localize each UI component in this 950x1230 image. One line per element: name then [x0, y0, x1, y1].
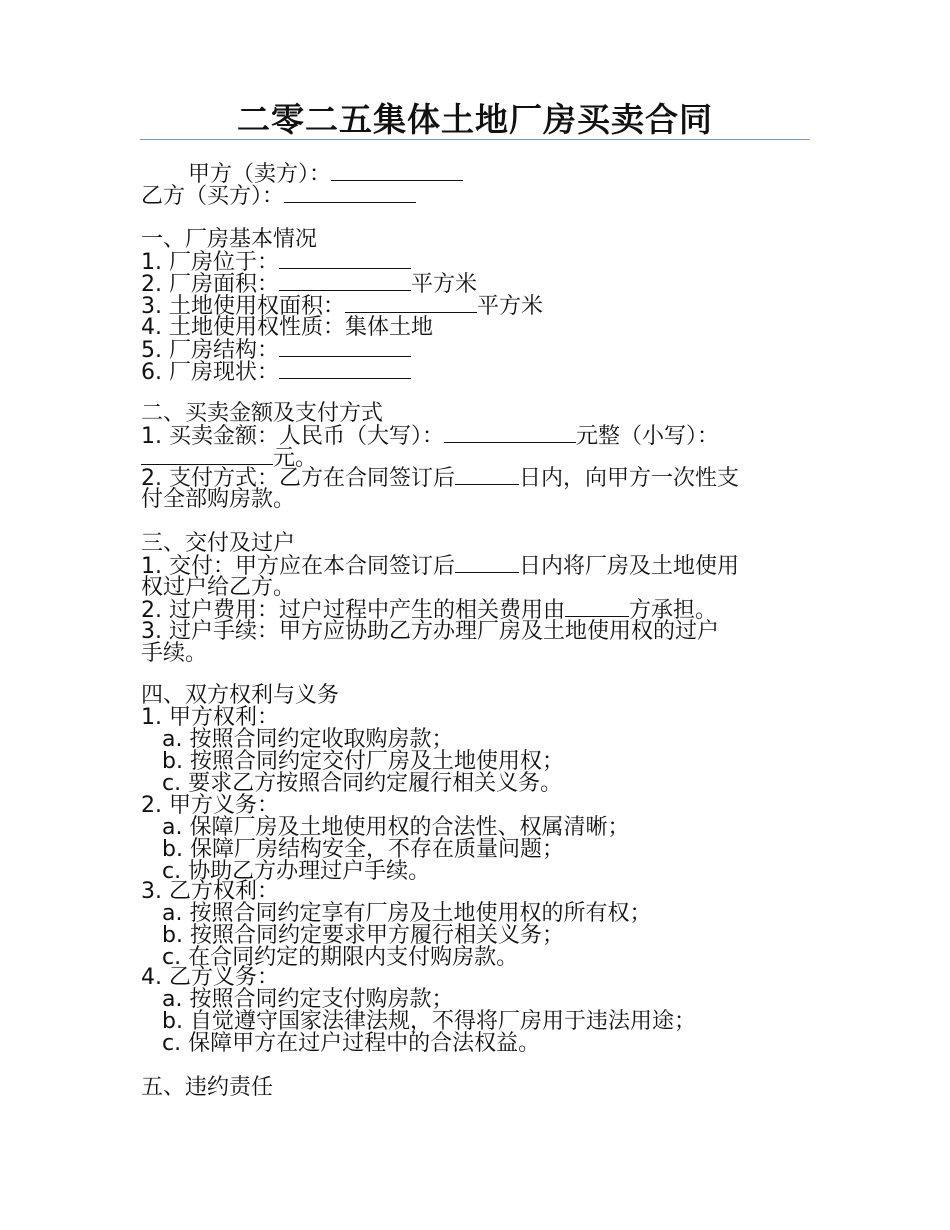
s1-item-3-label: 3. 土地使用权面积：: [141, 294, 345, 319]
s2-item-2-cont: 付全部购房款。: [141, 487, 296, 512]
s4-g1-item-c: c. 要求乙方按照合同约定履行相关义务。: [162, 771, 563, 796]
s3-item-1-mid: 日内将厂房及土地使用: [518, 554, 739, 579]
s4-group-1: 1. 甲方权利：: [141, 705, 279, 730]
structure-blank: [279, 338, 411, 357]
s4-g2-item-c: c. 协助乙方办理过户手续。: [162, 859, 431, 884]
s2-item-1-end: 元。: [273, 446, 318, 471]
section-1-heading: 一、厂房基本情况: [141, 227, 318, 252]
s4-g3-item-c: c. 在合同约定的期限内支付购房款。: [162, 945, 519, 970]
s1-item-3-unit: 平方米: [476, 294, 543, 319]
s2-item-1-mid: 元整（小写）：: [575, 424, 719, 449]
seller-blank: [331, 162, 463, 181]
s4-g3-item-a: a. 按照合同约定享有厂房及土地使用权的所有权；: [162, 901, 652, 926]
party-seller-label: 甲方（卖方）：: [188, 162, 332, 187]
s4-g1-item-b: b. 按照合同约定交付厂房及土地使用权；: [162, 749, 564, 774]
s4-group-2: 2. 甲方义务：: [141, 793, 279, 818]
section-2-heading: 二、买卖金额及支付方式: [141, 401, 384, 426]
location-blank: [279, 250, 411, 269]
s4-g2-item-b: b. 保障厂房结构安全，不存在质量问题；: [162, 837, 564, 862]
section-3-heading: 三、交付及过户: [141, 531, 296, 556]
amount-lower-blank: [141, 446, 273, 465]
title-underline: [140, 139, 810, 140]
s3-item-1-cont: 权过户给乙方。: [141, 575, 296, 600]
s4-group-3: 3. 乙方权利：: [141, 879, 279, 904]
payment-days-blank: [455, 466, 519, 485]
s1-item-6: [141, 360, 411, 385]
s1-item-6-label: 6. 厂房现状：: [141, 360, 279, 385]
s3-item-3: 3. 过户手续：甲方应协助乙方办理厂房及土地使用权的过户: [141, 619, 719, 644]
party-buyer-line: [141, 184, 416, 209]
s4-g4-item-c: c. 保障甲方在过户过程中的合法权益。: [162, 1031, 541, 1056]
s1-item-5-label: 5. 厂房结构：: [141, 338, 279, 363]
buyer-blank: [284, 184, 416, 203]
s3-item-3-cont: 手续。: [141, 641, 208, 666]
s4-group-4: 4. 乙方义务：: [141, 965, 279, 990]
s1-item-2-label: 2. 厂房面积：: [141, 272, 279, 297]
section-5-heading: 五、违约责任: [141, 1075, 274, 1100]
s4-g2-item-a: a. 保障厂房及土地使用权的合法性、权属清晰；: [162, 815, 630, 840]
status-blank: [279, 360, 411, 379]
s3-item-1-label: 1. 交付：甲方应在本合同签订后: [141, 554, 455, 579]
area-blank: [279, 272, 411, 291]
s2-item-2-label: 2. 支付方式：乙方在合同签订后: [141, 466, 455, 491]
delivery-days-blank: [455, 554, 519, 573]
amount-upper-blank: [444, 424, 576, 443]
s1-item-1-label: 1. 厂房位于：: [141, 250, 279, 275]
s2-item-1-label: 1. 买卖金额：人民币（大写）：: [141, 424, 444, 449]
s3-item-2-label: 2. 过户费用：过户过程中产生的相关费用由: [141, 598, 565, 623]
s1-item-2-unit: 平方米: [410, 272, 477, 297]
s2-item-2-mid: 日内，向甲方一次性支: [518, 466, 739, 491]
land-area-blank: [345, 294, 477, 313]
document-title: 二零二五集体土地厂房买卖合同: [237, 100, 713, 139]
s4-g3-item-b: b. 按照合同约定要求甲方履行相关义务；: [162, 923, 564, 948]
s3-item-2-end: 方承担。: [629, 598, 718, 623]
party-buyer-label: 乙方（买方）：: [141, 184, 285, 209]
fee-party-blank: [565, 598, 629, 617]
s1-item-4: 4. 土地使用权性质：集体土地: [141, 315, 433, 340]
s4-g1-item-a: a. 按照合同约定收取购房款；: [162, 727, 454, 752]
section-4-heading: 四、双方权利与义务: [141, 683, 340, 708]
s4-g4-item-a: a. 按照合同约定支付购房款；: [162, 987, 454, 1012]
s4-g4-item-b: b. 自觉遵守国家法律法规，不得将厂房用于违法用途；: [162, 1009, 696, 1034]
